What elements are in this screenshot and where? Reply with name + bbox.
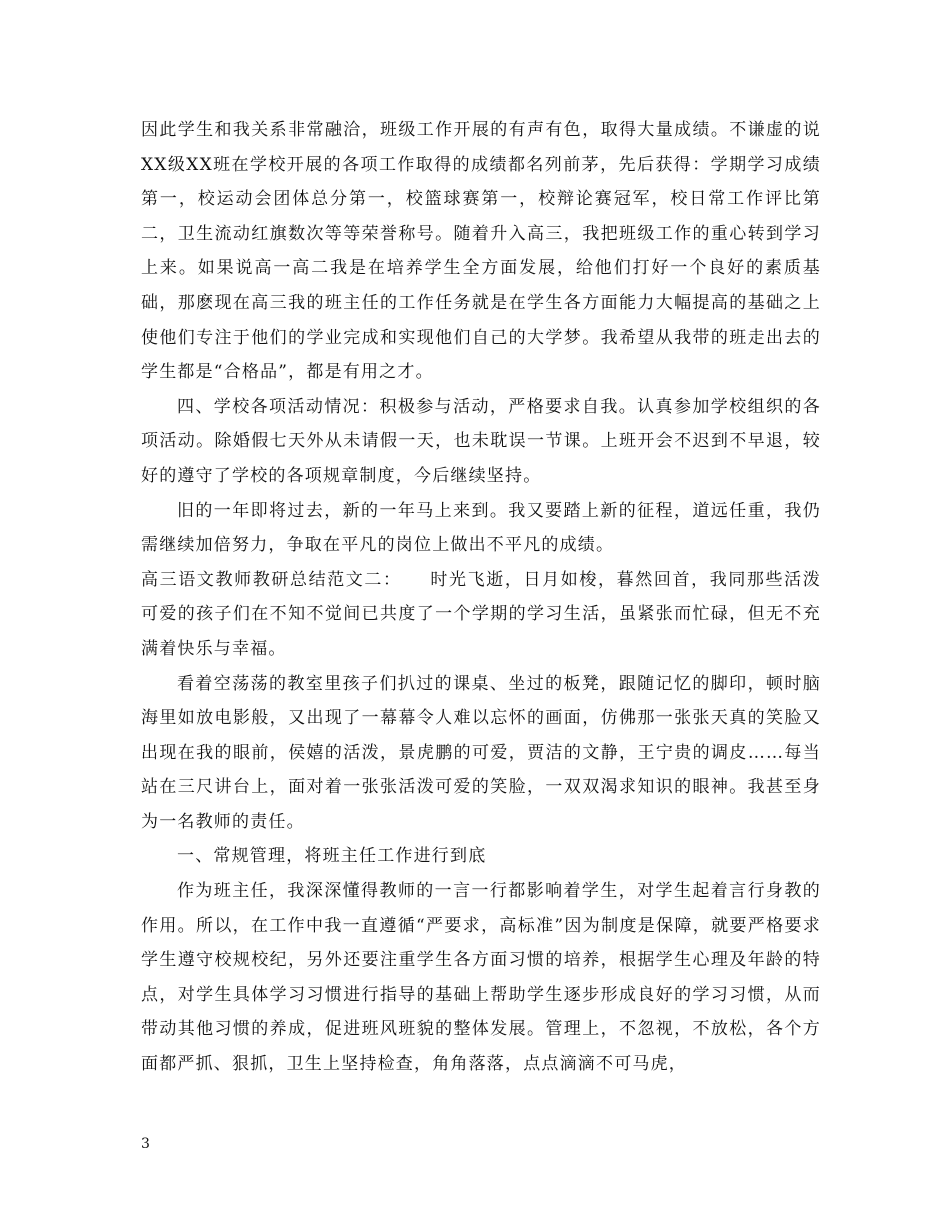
- paragraph-7: 作为班主任，我深深懂得教师的一言一行都影响着学生，对学生起着言行身教的作用。所以，在工作中我一直遵循“严要求，高标准”因为制度是保障，就要严格要求学生遵守校规校纪，另外还要注重学生各方面习惯的培养，根据学生心理及年龄的特点，对学生具体学习习惯进行指导的基础上帮助学生逐步形成良好的学习习惯，从而带动其他习惯的养成，促进班风班貌的整体发展。管理上，不忽视，不放松，各个方面都严抓、狠抓，卫生上坚持检查，角角落落，点点滴滴不可马虎，: [141, 881, 821, 1075]
- paragraph-2: 四、学校各项活动情况：积极参与活动，严格要求自我。认真参加学校组织的各项活动。除婚假七天外从未请假一天，也未耽误一节课。上班开会不迟到不早退，较好的遵守了学校的各项规章制度，今后继续坚持。: [141, 396, 821, 486]
- page-number: 3: [141, 1136, 150, 1152]
- body-text: [141, 113, 821, 1082]
- paragraph-5: 看着空荡荡的教室里孩子们扒过的课桌、坐过的板凳，跟随记忆的脚印，顿时脑海里如放电影般，又出现了一幕幕令人难以忘怀的画面，仿佛那一张张天真的笑脸又出现在我的眼前，侯嬉的活泼，景虎鹏的可爱，贾洁的文静，王宁贵的调皮……每当站在三尺讲台上，面对着一张张活泼可爱的笑脸，一双双渴求知识的眼神。我甚至身为一名教师的责任。: [141, 673, 821, 832]
- paragraph-6-heading: 一、常规管理，将班主任工作进行到底: [177, 846, 487, 867]
- paragraph-4: 高三语文教师教研总结范文二： 时光飞逝，日月如梭，暮然回首，我同那些活泼可爱的孩子们在不知不觉间已共度了一个学期的学习生活，虽紧张而忙碌，但无不充满着快乐与幸福。: [141, 569, 821, 659]
- paragraph-3: 旧的一年即将过去，新的一年马上来到。我又要踏上新的征程，道远任重，我仍需继续加倍努力，争取在平凡的岗位上做出不平凡的成绩。: [141, 500, 821, 556]
- paragraph-1: 因此学生和我关系非常融洽，班级工作开展的有声有色，取得大量成绩。不谦虚的说XX级XX班在学校开展的各项工作取得的成绩都名列前茅，先后获得：学期学习成绩第一，校运动会团体总分第一，校篮球赛第一，校辩论赛冠军，校日常工作评比第二，卫生流动红旗数次等等荣誉称号。随着升入高三，我把班级工作的重心转到学习上来。如果说高一高二我是在培养学生全方面发展，给他们打好一个良好的素质基础，那麽现在高三我的班主任的工作任务就是在学生各方面能力大幅提高的基础之上使他们专注于他们的学业完成和实现他们自己的大学梦。我希望从我带的班走出去的学生都是“合格品”，都是有用之才。: [141, 120, 821, 383]
